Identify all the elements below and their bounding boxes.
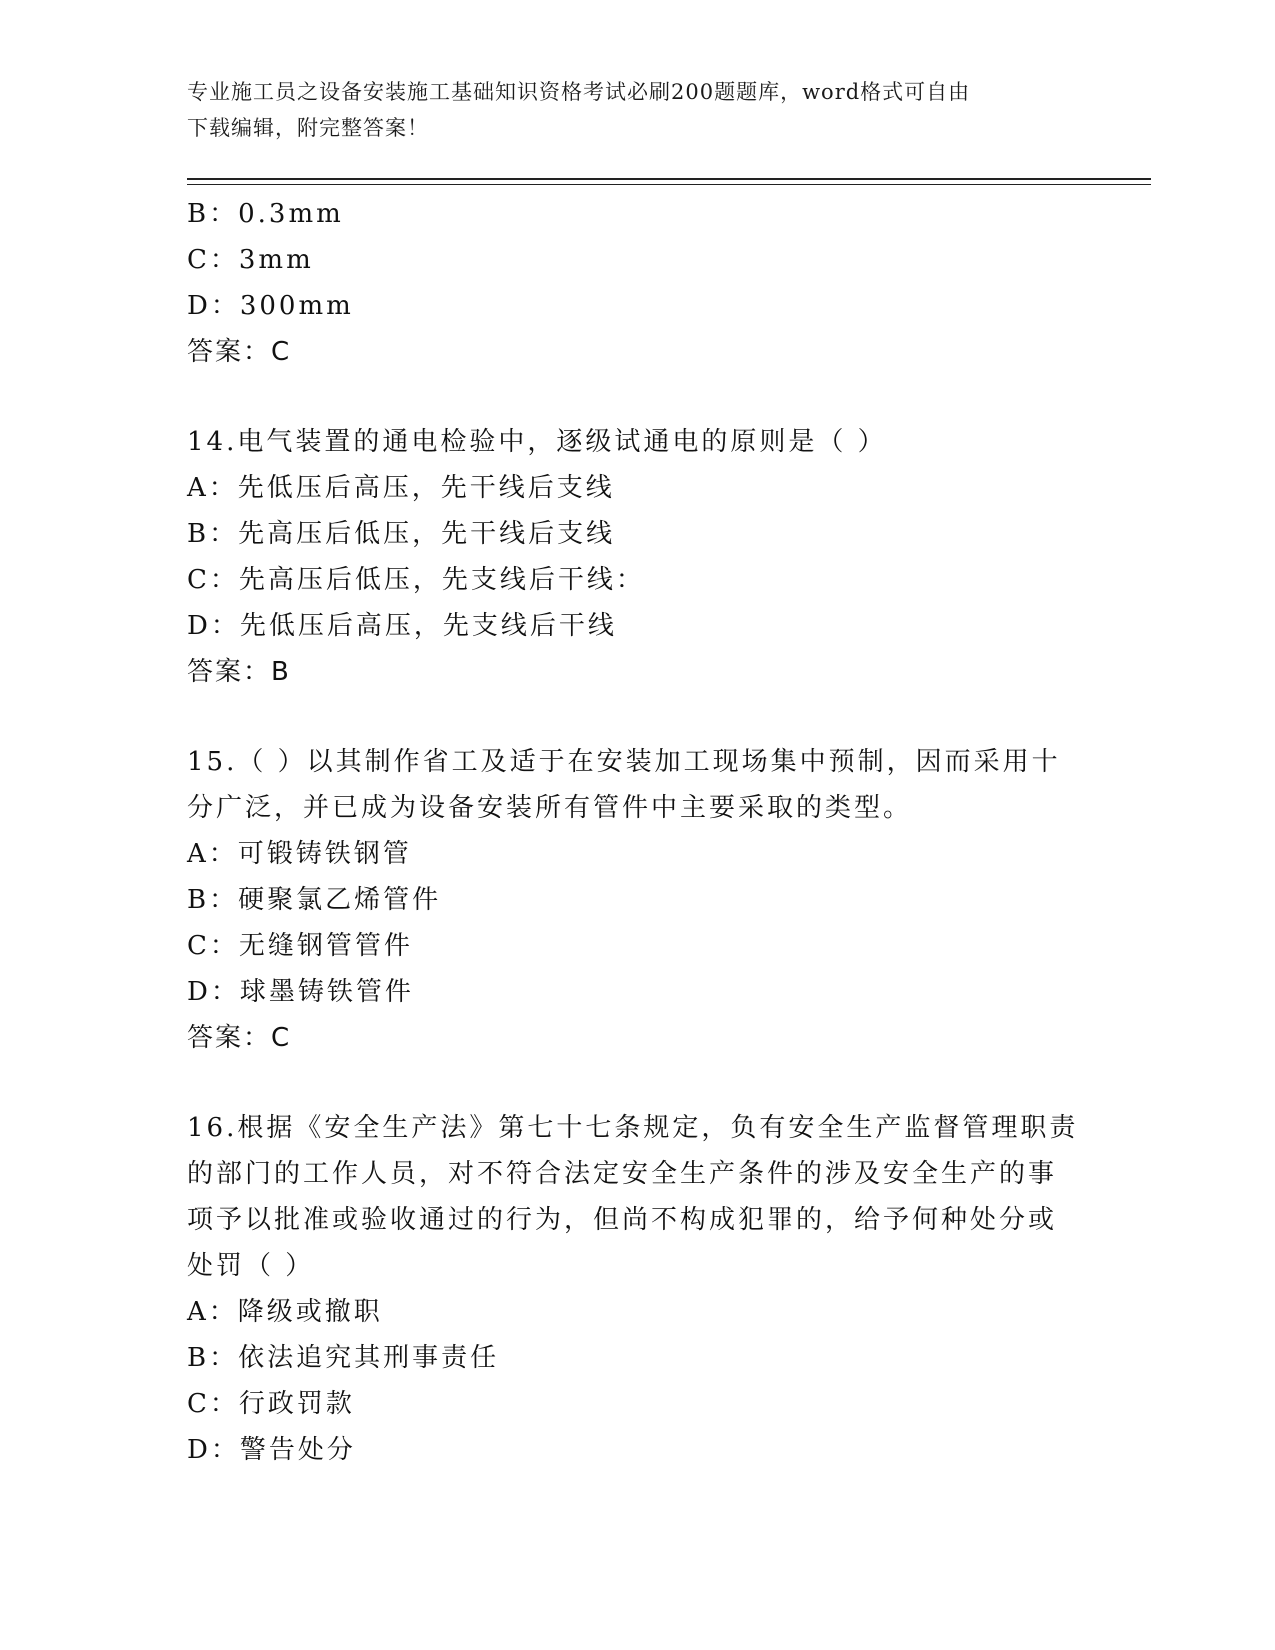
- option-d: D：300mm: [187, 291, 354, 321]
- option-c: C：3mm: [187, 245, 314, 275]
- header-line-2: 下载编辑，附完整答案！: [187, 116, 429, 140]
- header-rule-thin: [187, 184, 1151, 185]
- answer: 答案：C: [187, 1023, 292, 1053]
- question-stem: 14.电气装置的通电检验中，逐级试通电的原则是（ ）: [187, 427, 887, 457]
- document-body: [187, 191, 1087, 1473]
- question-15: [187, 739, 1087, 1061]
- option-c: C：无缝钢管管件: [187, 931, 413, 961]
- option-b: B：0.3mm: [187, 199, 344, 229]
- option-d: D：先低压后高压，先支线后干线: [187, 611, 617, 641]
- question-stem-line-1: 16.根据《安全生产法》第七十七条规定，负有安全生产监督管理职责: [187, 1113, 1079, 1143]
- question-stem-line-3: 项予以批准或验收通过的行为，但尚不构成犯罪的，给予何种处分或: [187, 1205, 1058, 1235]
- option-d: D：警告处分: [187, 1435, 356, 1465]
- question-14: [187, 419, 1087, 695]
- option-b: B：依法追究其刑事责任: [187, 1343, 500, 1373]
- header-line-1: 专业施工员之设备安装施工基础知识资格考试必刷200题题库，word格式可自由: [187, 80, 971, 104]
- option-a: A：降级或撤职: [187, 1297, 383, 1327]
- question-stem-line-2: 分广泛，并已成为设备安装所有管件中主要采取的类型。: [187, 793, 913, 823]
- header-rule-thick: [187, 178, 1151, 180]
- answer: 答案：B: [187, 657, 291, 687]
- page-header: [187, 74, 1087, 146]
- question-13: [187, 191, 1087, 375]
- option-d: D：球墨铸铁管件: [187, 977, 414, 1007]
- option-a: A：先低压后高压，先干线后支线: [187, 473, 615, 503]
- question-stem-line-2: 的部门的工作人员，对不符合法定安全生产条件的涉及安全生产的事: [187, 1159, 1058, 1189]
- option-b: B：先高压后低压，先干线后支线: [187, 519, 616, 549]
- question-stem-line-4: 处罚（ ）: [187, 1251, 315, 1281]
- question-16: [187, 1105, 1087, 1473]
- option-a: A：可锻铸铁钢管: [187, 839, 412, 869]
- question-stem-line-1: 15.（ ）以其制作省工及适于在安装加工现场集中预制，因而采用十: [187, 747, 1061, 777]
- option-c: C：先高压后低压，先支线后干线：: [187, 565, 645, 595]
- option-c: C：行政罚款: [187, 1389, 355, 1419]
- answer: 答案：C: [187, 337, 292, 367]
- option-b: B：硬聚氯乙烯管件: [187, 885, 442, 915]
